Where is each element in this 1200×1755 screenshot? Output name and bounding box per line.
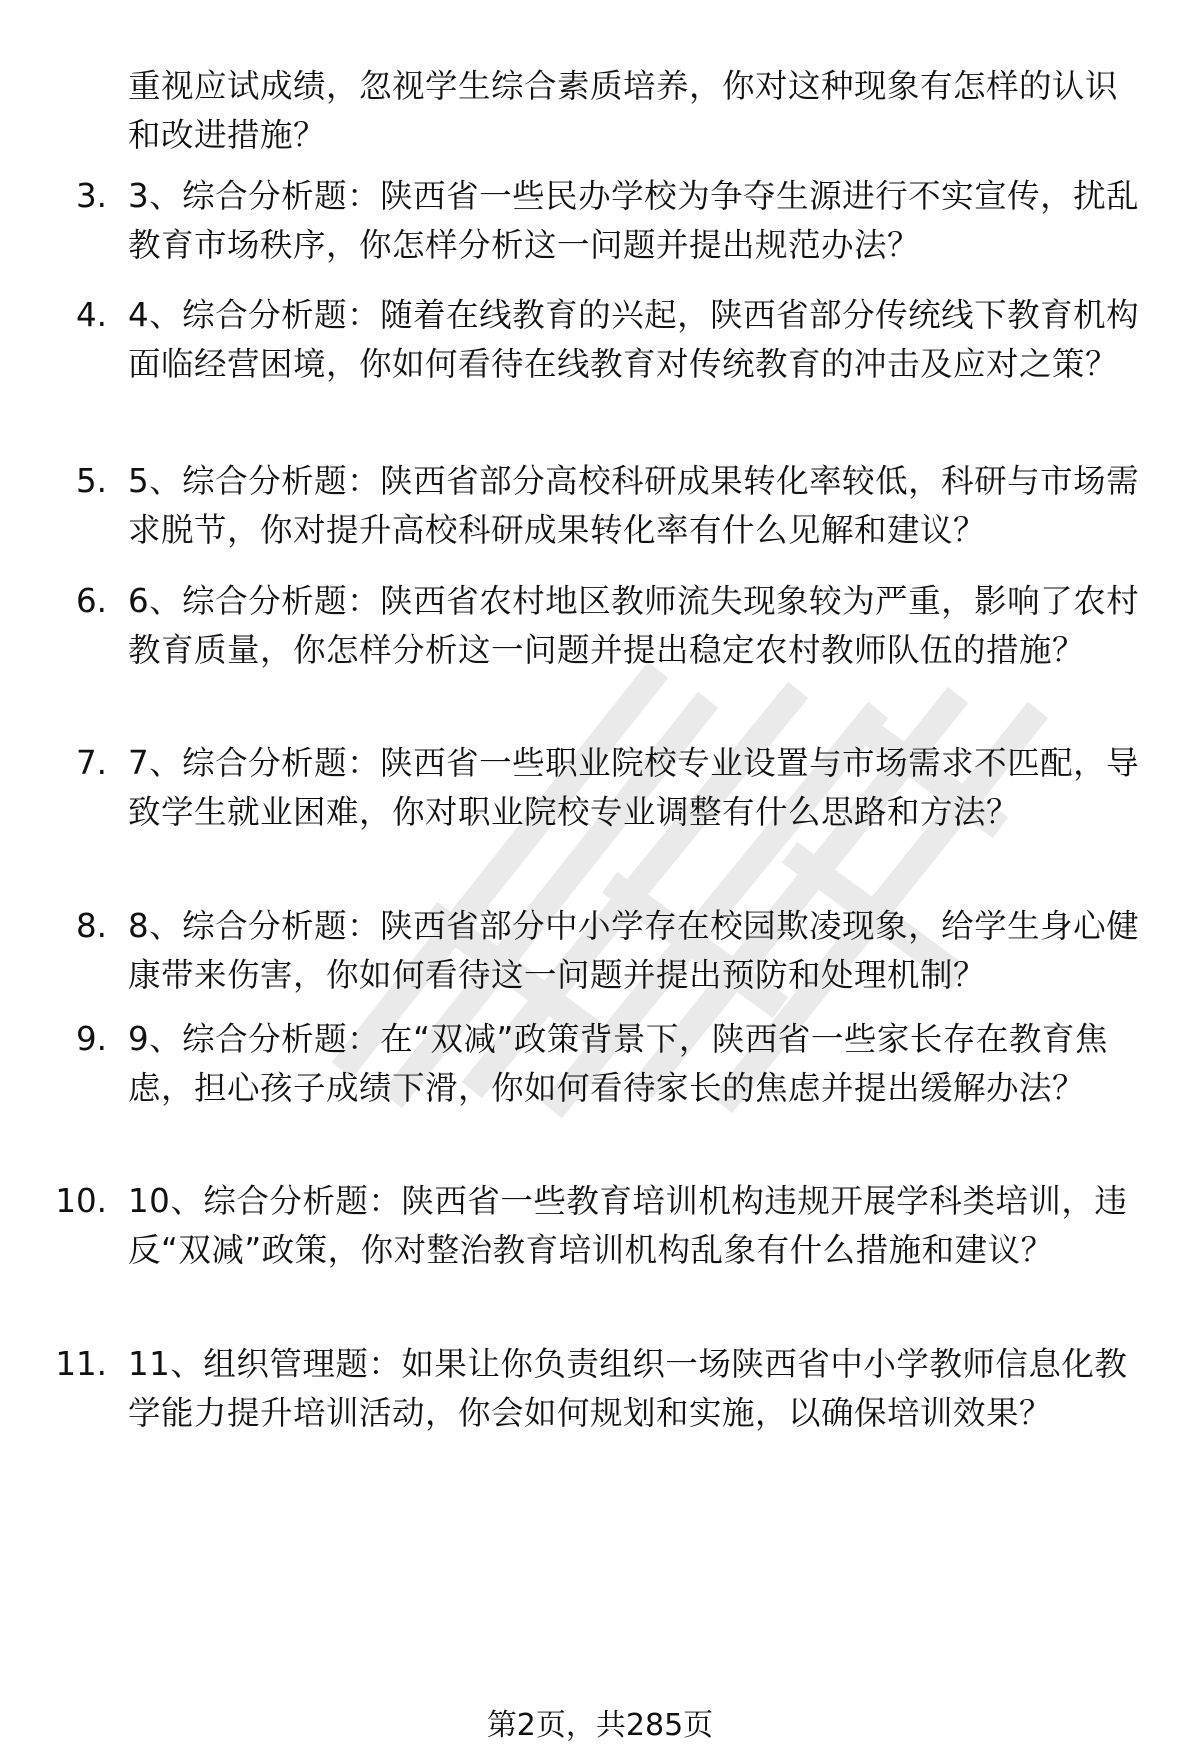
question-text: 3、综合分析题：陕西省一些民办学校为争夺生源进行不实宣传，扰乱教育市场秩序，你怎样分析这一问题并提出规范办法？ — [128, 177, 1140, 264]
question-text: 4、综合分析题：随着在线教育的兴起，陕西省部分传统线下教育机构面临经营困境，你如何看待在线教育对传统教育的冲击及应对之策？ — [128, 296, 1140, 383]
question-number: 10. — [55, 1182, 107, 1220]
question-text: 9、综合分析题：在“双减”政策背景下，陕西省一些家长存在教育焦虑，担心孩子成绩下滑，你如何看待家长的焦虑并提出缓解办法？ — [128, 1020, 1108, 1107]
continuation-paragraph: 重视应试成绩，忽视学生综合素质培养，你对这种现象有怎样的认识和改进措施？ — [128, 67, 1119, 154]
question-text: 8、综合分析题：陕西省部分中小学存在校园欺凌现象，给学生身心健康带来伤害，你如何看待这一问题并提出预防和处理机制？ — [128, 907, 1140, 994]
question-number: 4. — [75, 296, 107, 334]
question-text: 7、综合分析题：陕西省一些职业院校专业设置与市场需求不匹配，导致学生就业困难，你对职业院校专业调整有什么思路和方法？ — [128, 744, 1140, 831]
question-text: 5、综合分析题：陕西省部分高校科研成果转化率较低，科研与市场需求脱节，你对提升高校科研成果转化率有什么见解和建议？ — [128, 462, 1140, 549]
page-footer: 第2页，共285页 — [486, 1708, 714, 1743]
question-text: 10、综合分析题：陕西省一些教育培训机构违规开展学科类培训，违反“双减”政策，你对整治教育培训机构乱象有什么措施和建议？ — [128, 1182, 1128, 1269]
question-number: 9. — [75, 1020, 107, 1058]
question-number: 11. — [55, 1345, 107, 1383]
question-text: 11、组织管理题：如果让你负责组织一场陕西省中小学教师信息化教学能力提升培训活动，你会如何规划和实施，以确保培训效果？ — [128, 1345, 1128, 1432]
question-number: 3. — [75, 177, 107, 215]
question-number: 5. — [75, 462, 107, 500]
question-number: 8. — [75, 907, 107, 945]
question-number: 6. — [75, 582, 107, 620]
question-text: 6、综合分析题：陕西省农村地区教师流失现象较为严重，影响了农村教育质量，你怎样分析这一问题并提出稳定农村教师队伍的措施？ — [128, 582, 1140, 669]
question-number: 7. — [75, 744, 107, 782]
